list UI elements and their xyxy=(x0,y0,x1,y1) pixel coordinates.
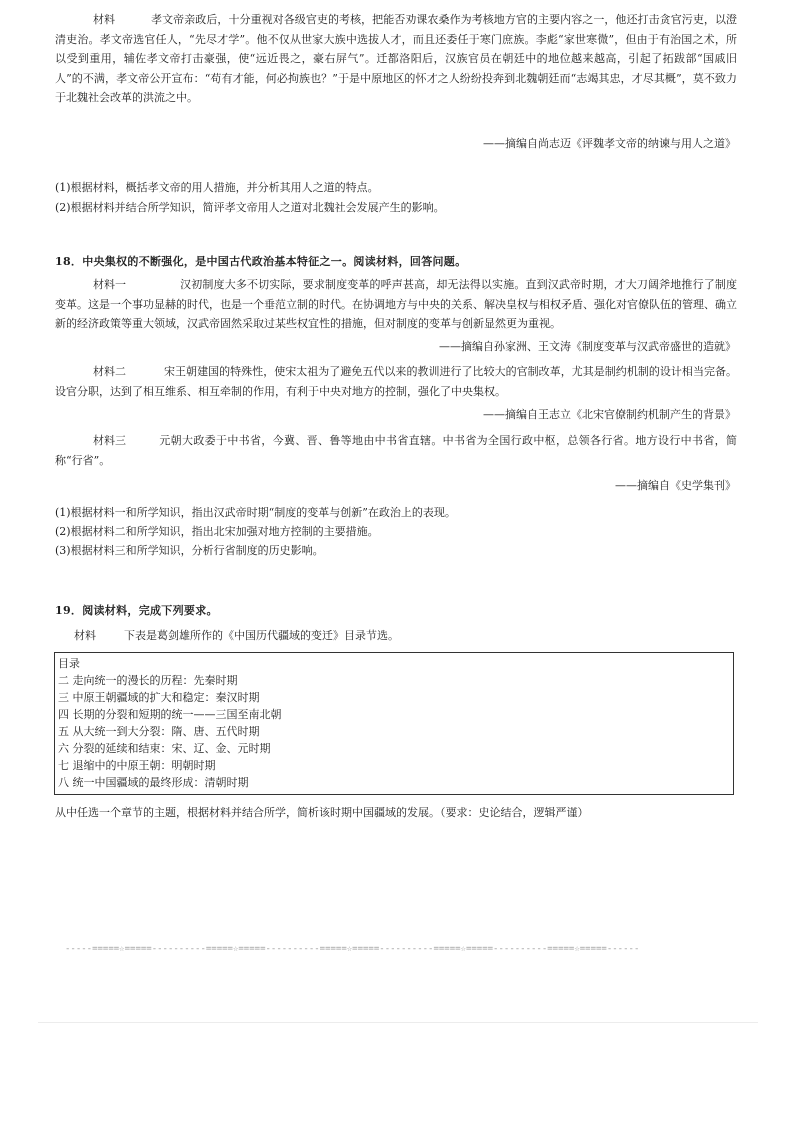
q17-source: ——摘编自尚志迈《评魏孝文帝的纳谏与用人之道》 xyxy=(483,137,736,150)
q18-m1-source: ——摘编自孙家洲、王文涛《制度变革与汉武帝盛世的造就》 xyxy=(439,340,736,353)
q19-task: 从中任选一个章节的主题，根据材料并结合所学，简析该时期中国疆域的发展。（要求：史论结合，逻辑严谨） xyxy=(55,806,589,819)
toc-line: 八 统一中国疆域的最终形成：清朝时期 xyxy=(58,776,249,789)
toc-line: 目录 xyxy=(58,657,80,670)
q18-question-3: (3)根据材料三和所学知识，分析行省制度的历史影响。 xyxy=(55,544,324,557)
q18-m3-text: 元朝大政委于中书省，今冀、晋、鲁等地由中书省直辖。中书省为全国行政中枢，总领各行省。地方设行中书省，简称“行省”。 xyxy=(55,434,737,467)
page-bottom-rule xyxy=(38,1022,758,1023)
toc-line: 六 分裂的延续和结束：宋、辽、金、元时期 xyxy=(58,742,271,755)
q18-material-1 xyxy=(55,275,737,334)
q17-question-2: (2)根据材料并结合所学知识，简评孝文帝用人之道对北魏社会发展产生的影响。 xyxy=(55,201,445,214)
q19-material xyxy=(74,626,399,645)
toc-line: 四 长期的分裂和短期的统一——三国至南北朝 xyxy=(58,708,282,721)
footer-divider: -----=====☆=====----------=====☆=====----------=====☆=====----------=====☆=====----------=====☆=====------ xyxy=(65,944,640,954)
q18-material-3 xyxy=(55,431,737,470)
toc-line: 二 走向统一的漫长的历程：先秦时期 xyxy=(58,674,238,687)
q18-m1-text: 汉初制度大多不切实际，要求制度变革的呼声甚高，却无法得以实施。直到汉武帝时期，才大刀阔斧地推行了制度变革。这是一个事功显赫的时代，也是一个垂范立制的时代。在协调地方与中央的关系、解决皇权与相权矛盾、强化对官僚队伍的管理、确立新的经济政策等重大领域，汉武帝固然采取过某些权宜性的措施，但对制度的变革与创新显然更为重视。 xyxy=(55,278,737,330)
q18-m3-source: ——摘编自《史学集刊》 xyxy=(615,479,736,492)
q18-m1-label: 材料一 xyxy=(93,278,126,291)
q18-m2-source: ——摘编自王志立《北宋官僚制约机制产生的背景》 xyxy=(483,408,736,421)
q17-material-text: 孝文帝亲政后，十分重视对各级官吏的考核，把能否劝课农桑作为考核地方官的主要内容之一，他还打击贪官污吏，以澄清吏治。孝文帝选官任人，“先尽才学”。他不仅从世家大族中选拔人才，而且还委任于寒门庶族。李彪“家世寒微”，但由于有治国之术，所以受到重用，辅佐孝文帝打击豪强，使“远近畏之，豪右屏气”。迁都洛阳后，汉族官员在朝廷中的地位越来越高，引起了拓跋部“国戚旧人”的不满，孝文帝公开宣布：“苟有才能，何必拘族也？”于是中原地区的怀才之人纷纷投奔到北魏朝廷而“志竭其忠，才尽其概”，莫不致力于北魏社会改革的洪流之中。 xyxy=(55,13,737,104)
q19-material-text: 下表是葛剑雄所作的《中国历代疆域的变迁》目录节选。 xyxy=(124,629,399,642)
q18-question-1: (1)根据材料一和所学知识，指出汉武帝时期“制度的变革与创新”在政治上的表现。 xyxy=(55,506,456,519)
q17-material-label: 材料 xyxy=(93,13,115,26)
q19-material-label: 材料 xyxy=(74,629,96,642)
toc-line: 七 退缩中的中原王朝：明朝时期 xyxy=(58,759,216,772)
toc-line: 五 从大统一到大分裂：隋、唐、五代时期 xyxy=(58,725,260,738)
q17-question-1: (1)根据材料，概括孝文帝的用人措施，并分析其用人之道的特点。 xyxy=(55,181,379,194)
toc-line: 三 中原王朝疆域的扩大和稳定：秦汉时期 xyxy=(58,691,260,704)
q18-m3-label: 材料三 xyxy=(93,434,126,447)
q19-heading: 19．阅读材料，完成下列要求。 xyxy=(55,604,218,617)
q18-m2-label: 材料二 xyxy=(93,365,126,378)
q18-question-2: (2)根据材料二和所学知识，指出北宋加强对地方控制的主要措施。 xyxy=(55,525,379,538)
q17-material xyxy=(55,10,737,108)
toc-table xyxy=(54,652,734,795)
q18-m2-text: 宋王朝建国的特殊性，使宋太祖为了避免五代以来的教训进行了比较大的官制改革，尤其是制约机制的设计相当完备。设官分职，达到了相互维系、相互牵制的作用，有利于中央对地方的控制，强化了中央集权。 xyxy=(55,365,737,398)
q18-heading: 18．中央集权的不断强化，是中国古代政治基本特征之一。阅读材料，回答问题。 xyxy=(55,255,467,268)
q18-material-2 xyxy=(55,362,737,401)
